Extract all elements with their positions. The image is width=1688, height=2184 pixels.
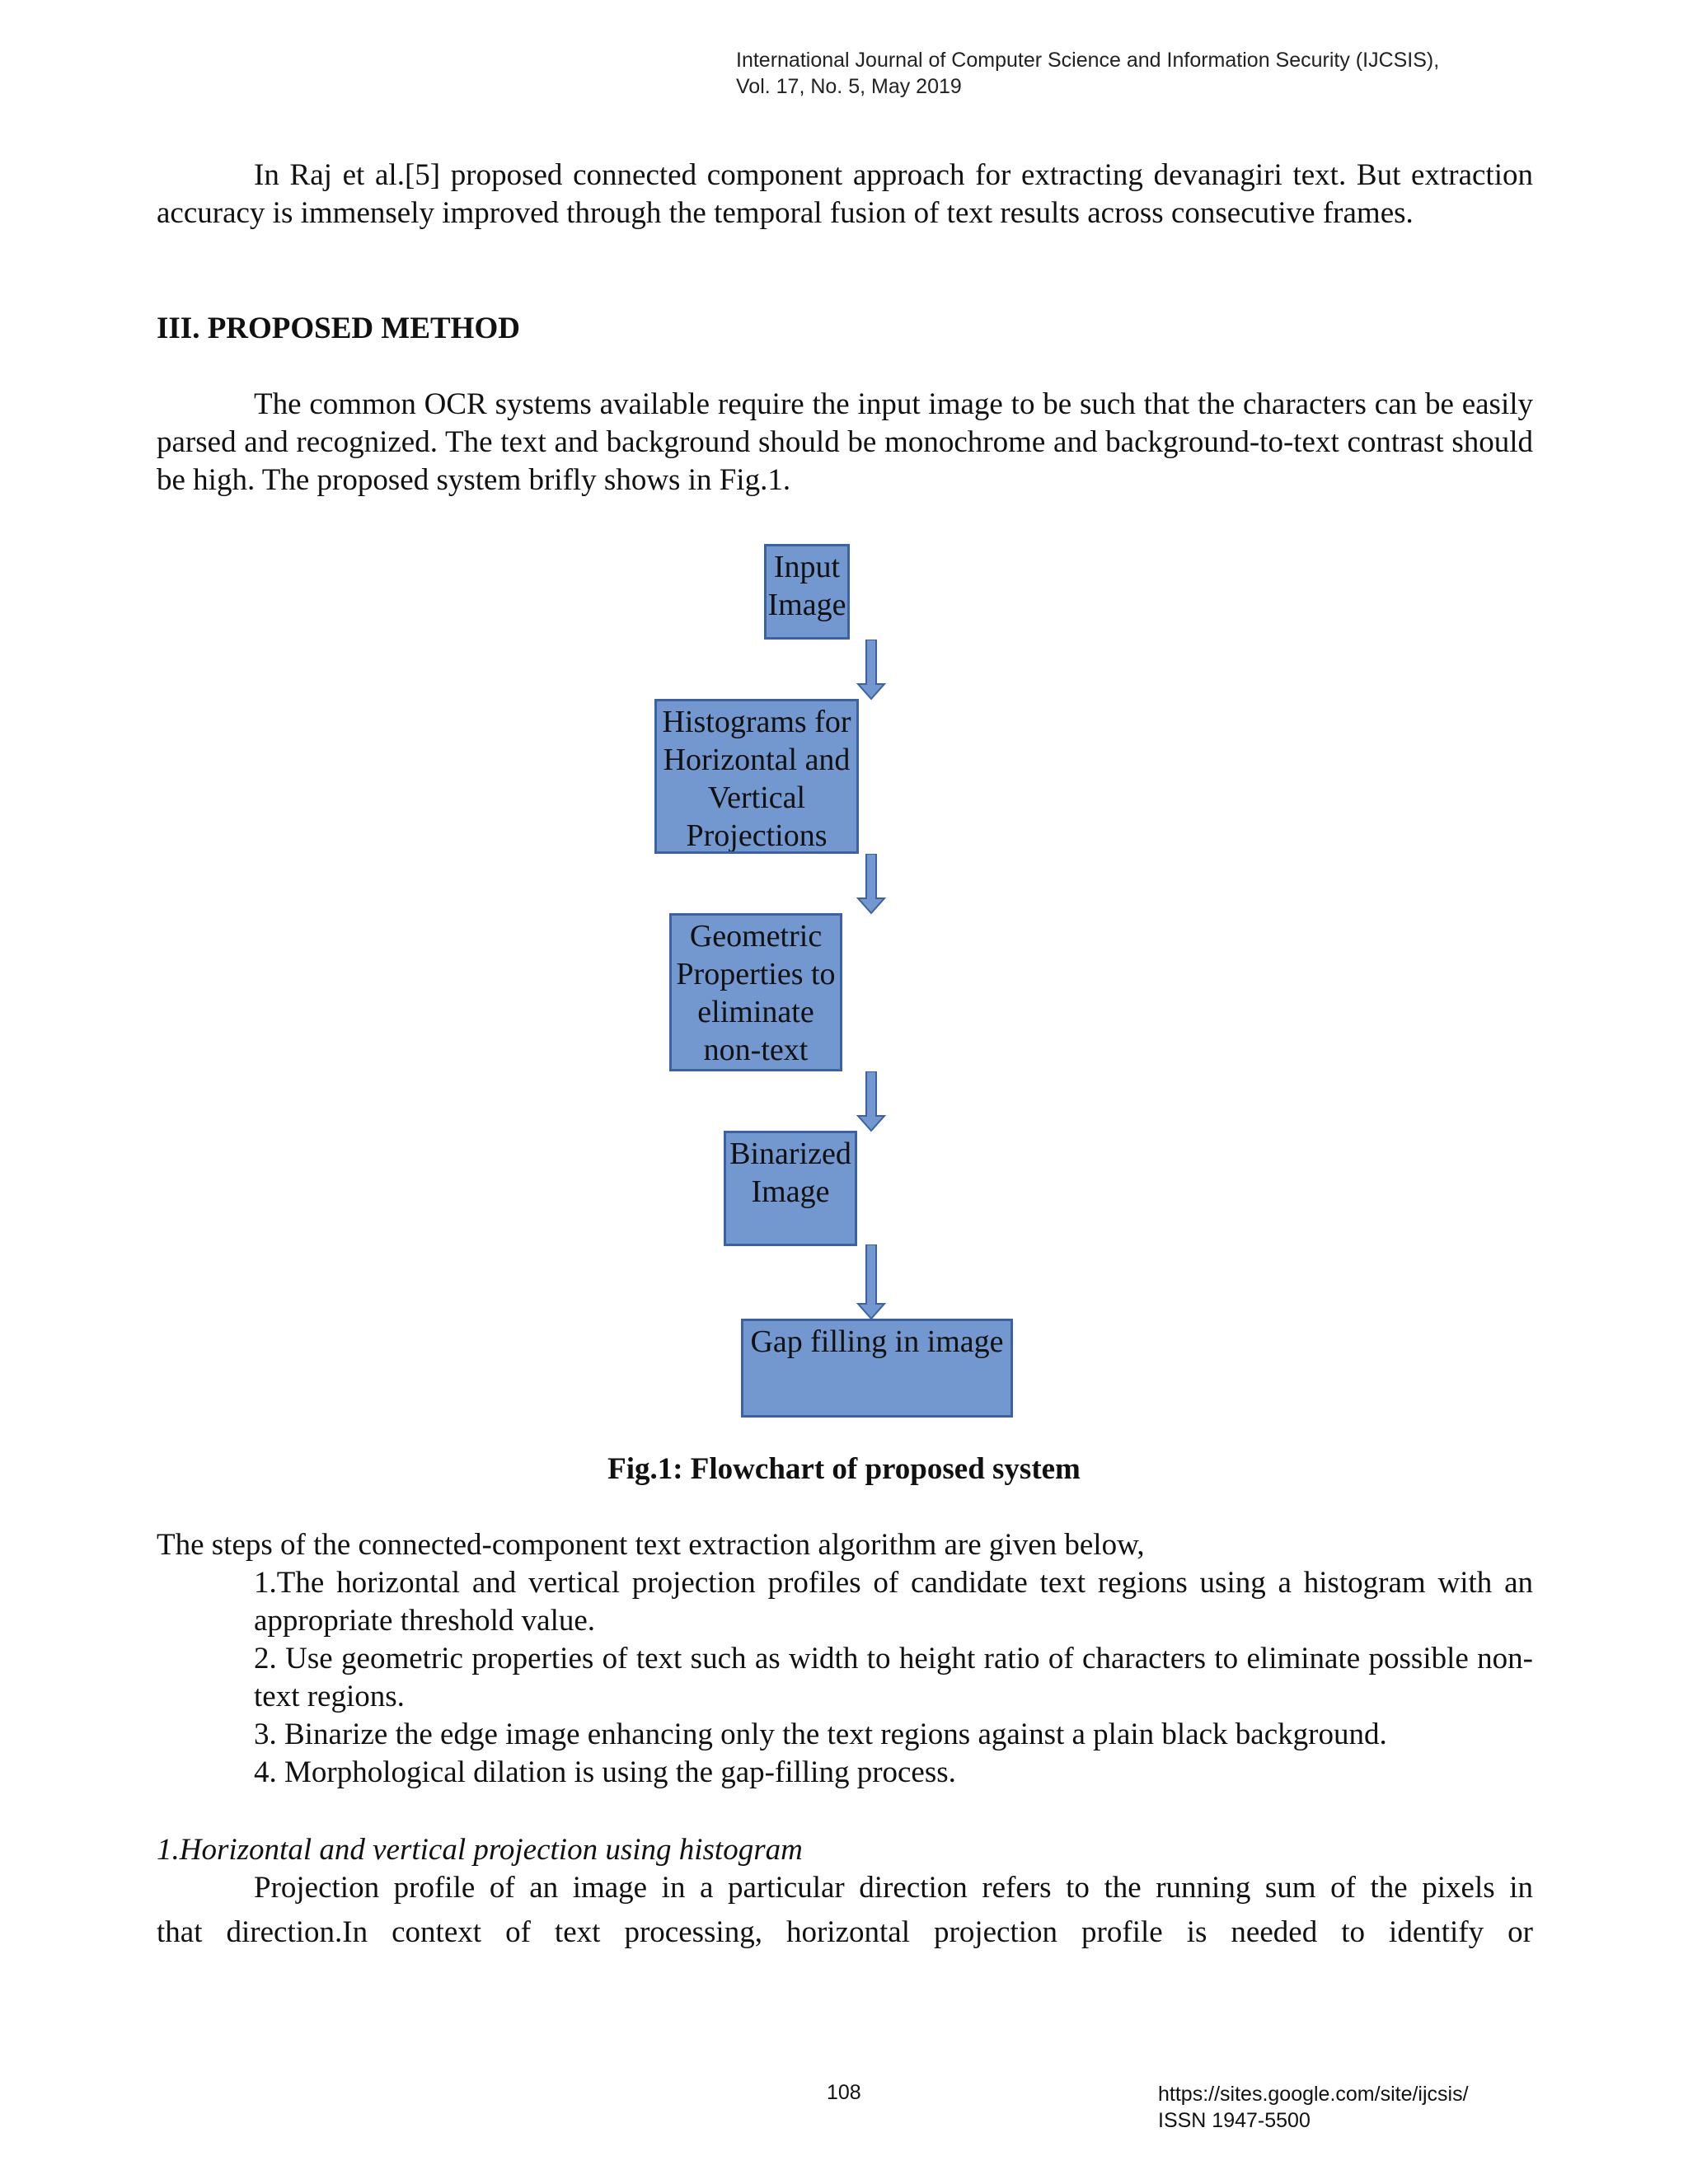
flowchart-step-geometric-properties [669,913,842,1071]
flow-arrow-icon [855,1071,888,1132]
flowchart-step-label: Histograms for Horizontal and Vertical Projections [662,705,851,853]
list-item: 4. Morphological dilation is using the gap-filling process. [254,1755,956,1789]
page-number: 108 [827,2081,861,2104]
flowchart-step-label: Input Image [767,550,846,622]
flowchart-step-label: Binarized Image [729,1137,851,1209]
list-item: 1.The horizontal and vertical projection profiles of candidate text regions using a histogram with an appropriate threshold value. [254,1566,1533,1638]
flow-arrow-icon [855,854,888,915]
flowchart-step-histograms [654,699,859,854]
section-heading: III. PROPOSED METHOD [157,312,520,345]
journal-header [736,47,1439,100]
subsection-heading: 1.Horizontal and vertical projection using histogram [157,1833,803,1867]
list-item: 3. Binarize the edge image enhancing only the text regions against a plain black background. [254,1718,1387,1751]
issn: ISSN 1947-5500 [1158,2109,1311,2132]
subsection-paragraph-line: that direction.In context of text processing, horizontal projection profile is needed to identify or [157,1915,1533,1949]
journal-volume-line: Vol. 17, No. 5, May 2019 [736,75,962,98]
journal-url: https://sites.google.com/site/ijcsis/ [1158,2083,1469,2106]
flowchart-step-label: Geometric Properties to eliminate non-text [676,919,836,1067]
list-item: 2. Use geometric properties of text such as width to height ratio of characters to eliminate possible non-text regions. [254,1642,1533,1713]
flow-arrow-icon [855,640,888,701]
figure-caption: Fig.1: Flowchart of proposed system [607,1452,1081,1486]
steps-intro: The steps of the connected-component text extraction algorithm are given below, [157,1528,1145,1562]
intro-paragraph: In Raj et al.[5] proposed connected component approach for extracting devanagiri text. But extraction accuracy is immensely improved through the temporal fusion of text results across consecutive frames. [157,158,1533,230]
subsection-paragraph-line: Projection profile of an image in a particular direction refers to the running sum of the pixels in [254,1871,1533,1905]
journal-title-line: International Journal of Computer Science and Information Security (IJCSIS), [736,49,1440,72]
footer-info [1158,2081,1469,2134]
flowchart-step-label: Gap filling in image [750,1324,1004,1359]
flowchart-step-input-image [764,544,850,640]
flow-arrow-icon [855,1244,888,1320]
flowchart-step-gap-filling [741,1319,1013,1418]
flowchart-step-binarized-image [724,1131,857,1246]
section-paragraph: The common OCR systems available require the input image to be such that the characters can be easily parsed and recognized. The text and background should be monochrome and background-to-text contrast should be high. The proposed system brifly shows in Fig.1. [157,387,1533,497]
